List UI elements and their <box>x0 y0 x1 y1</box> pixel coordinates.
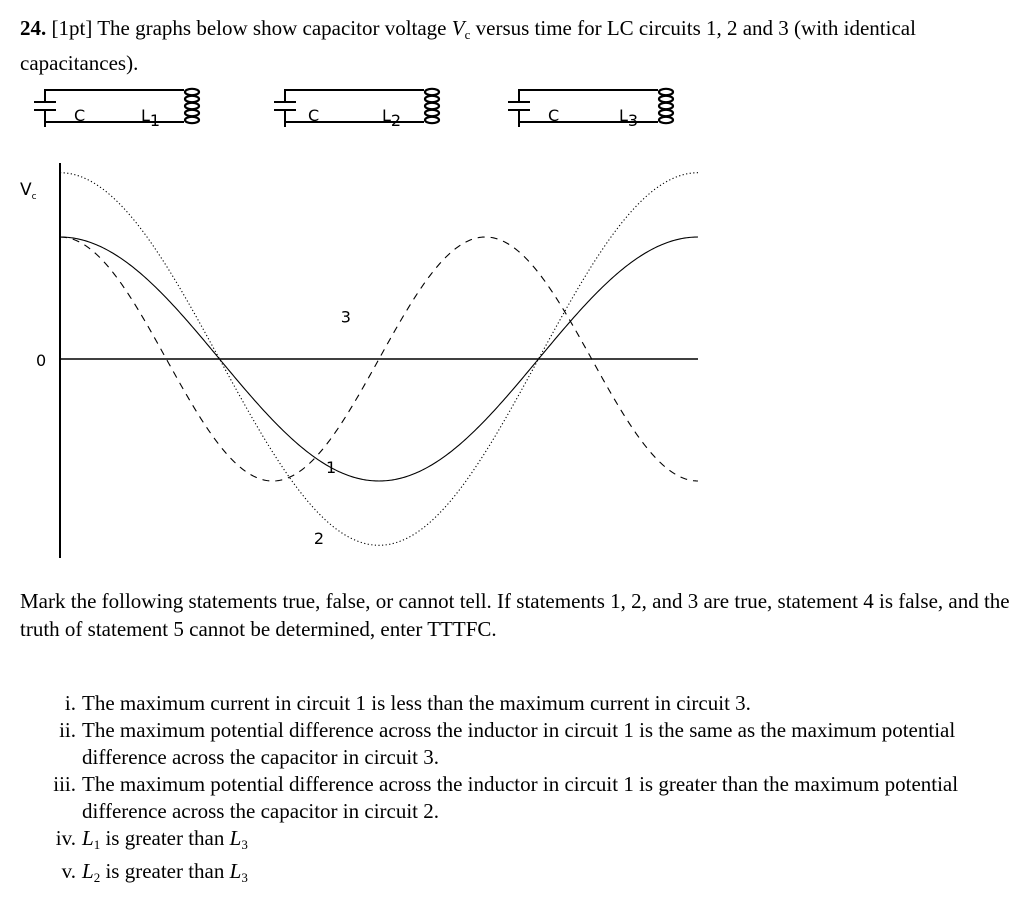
question-text-after: versus time for LC circuits 1, 2 and 3 (with identical capacitances). <box>20 16 916 75</box>
vc-chart <box>20 163 698 558</box>
statement-number: iii. <box>53 772 76 796</box>
series-group <box>60 173 698 548</box>
statement-list <box>20 690 1015 891</box>
question-text-before: The graphs below show capacitor voltage <box>97 16 447 40</box>
inductor-coil-icon <box>185 89 199 123</box>
statement-3 <box>20 771 1015 825</box>
capacitor-label: C <box>308 106 320 125</box>
statement-5 <box>20 858 1015 891</box>
inductor-coil-icon <box>659 89 673 123</box>
circuit-wire <box>45 90 184 127</box>
statement-2 <box>20 717 1015 771</box>
series-1-label: 1 <box>326 458 337 478</box>
question-header <box>20 14 1010 78</box>
series-3-label: 3 <box>340 307 351 327</box>
statement-text: The maximum potential difference across the inductor in circuit 1 is greater than the maximum potential difference across the capacitor in circuit 2. <box>82 772 959 823</box>
vc-symbol: $V_c$ <box>451 16 471 42</box>
y-axis-label: $V_c$ <box>20 180 37 202</box>
instructions: Mark the following statements true, false, or cannot tell. If statements 1, 2, and 3 are true, statement 4 is false, and the truth of statement 5 cannot be determined, enter TTTFC. <box>20 589 1010 641</box>
question-points: [1pt] <box>51 16 93 40</box>
series-2-label: 2 <box>313 528 325 548</box>
statement-text: The maximum current in circuit 1 is less than the maximum current in circuit 3. <box>82 691 751 715</box>
inductor-label: L2 <box>382 106 402 130</box>
circuit-1 <box>34 89 199 130</box>
statement-number: i. <box>64 691 76 715</box>
circuit-wire <box>285 90 424 127</box>
statement-number: iv. <box>55 826 76 850</box>
question-number: 24. <box>20 16 47 40</box>
statement-number: v. <box>61 859 76 883</box>
zero-tick-label: 0 <box>36 351 47 370</box>
capacitor-label: C <box>548 106 560 125</box>
circuit-3 <box>508 89 673 130</box>
statement-text: $L_2$ is greater than $L_3$ <box>82 859 248 885</box>
statement-text: The maximum potential difference across the inductor in circuit 1 is the same as the maximum potential difference across the capacitor in circuit 3. <box>82 718 956 769</box>
capacitor-label: C <box>74 106 86 125</box>
statement-text: $L_1$ is greater than $L_3$ <box>82 826 248 852</box>
statement-number: ii. <box>59 718 76 742</box>
inductor-label: L1 <box>141 106 161 130</box>
figure <box>0 80 1024 565</box>
inductor-coil-icon <box>425 89 439 123</box>
circuit-2 <box>274 89 439 130</box>
inductor-label: L3 <box>619 106 639 130</box>
statement-4 <box>20 825 1015 858</box>
statement-1 <box>20 690 1015 717</box>
